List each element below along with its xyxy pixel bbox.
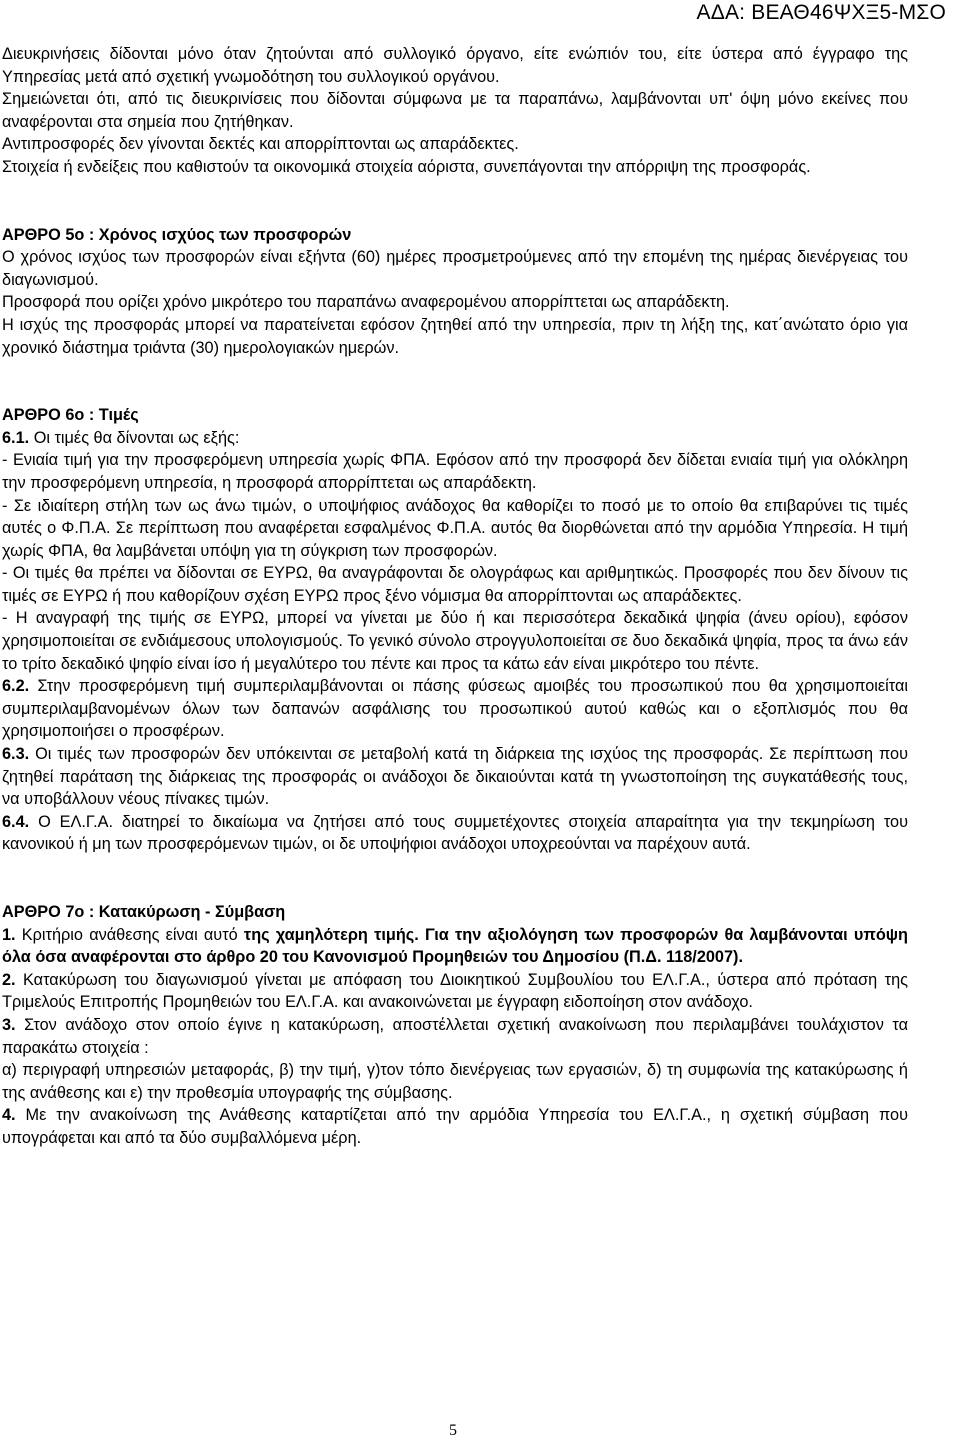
bullet-6-1-d: - Η αναγραφή της τιμής σε ΕΥΡΩ, μπορεί να γίνεται με δύο ή και περισσότερα δεκαδικά ψηφία (άνευ ορίου), εφόσον χρησιμοποιείται σε ενδιάμεσους υπολογισμούς. Το γενικό σύνολο στρογγυλοποιείται σε δυο δεκαδικά ψηφία, προς τα άνω εάν το τρίτο δεκαδικό ψηφίο είναι ίσο ή μεγαλύτερο του πέντε και προς τα κάτω εάν είναι μικρότερο του πέντε. xyxy=(2,609,908,673)
intro-paragraph-1: Διευκρινήσεις δίδονται μόνο όταν ζητούνται από συλλογικό όργανο, είτε ενώπιόν του, είτε ύστερα από έγγραφο της Υπηρεσίας μετά από σχετική γνωμοδότηση του συλλογικού οργάνου. xyxy=(2,45,908,86)
section-number: 6.4. xyxy=(2,812,30,831)
section-text: Με την ανακοίνωση της Ανάθεσης καταρτίζεται από την αρμόδια Υπηρεσία του ΕΛ.Γ.Α., η σχετική σύμβαση που υπογράφεται και από τα δύο συμβαλλόμενα μέρη. xyxy=(2,1106,908,1147)
bullet-6-1-b: - Σε ιδιαίτερη στήλη των ως άνω τιμών, ο υποψήφιος ανάδοχος θα καθορίζει το ποσό με το οποίο θα επιβαρύνει τις τιμές αυτές ο Φ.Π.Α. Σε περίπτωση που αναφέρεται εσφαλμένος Φ.Π.Α. αυτός θα διορθώνεται από την αρμόδια Υπηρεσία. Η τιμή χωρίς ΦΠΑ, θα λαμβάνεται υπόψη για τη σύγκριση των προσφορών. xyxy=(2,496,908,560)
section-number: 6.3. xyxy=(2,745,30,764)
section-text: Οι τιμές των προσφορών δεν υπόκεινται σε μεταβολή κατά τη διάρκεια της ισχύος της προσφοράς. Σε περίπτωση που ζητηθεί παράταση της διάρκειας της προσφοράς οι ανάδοχοι δε δικαιούνται κατά τη γνωστοποίηση της συγκατάθεσής τους, να υποβάλλουν νέους πίνακες τιμών. xyxy=(2,745,908,809)
spacer xyxy=(2,359,908,404)
section-6-4 xyxy=(2,811,908,856)
intro-paragraph-4: Στοιχεία ή ενδείξεις που καθιστούν τα οικονομικά στοιχεία αόριστα, συνεπάγονται την απόρριψη της προσφοράς. xyxy=(2,157,811,176)
page-number: 5 xyxy=(449,1422,457,1439)
section-text: Στην προσφερόμενη τιμή συμπεριλαμβάνονται οι πάσης φύσεως αμοιβές του προσωπικού που θα χρησιμοποιείται συμπεριλαμβανομένων όλων των δαπανών ασφάλισης του προσωπικού αυτού καθώς και ο εξοπλισμός που θα χρησιμοποιήσει ο προσφέρων. xyxy=(2,677,908,741)
intro-paragraph-2: Σημειώνεται ότι, από τις διευκρινίσεις που δίδονται σύμφωνα με τα παραπάνω, λαμβάνονται υπ' όψη μόνο εκείνες που αναφέρονται στα σημεία που ζητήθηκαν. xyxy=(2,90,908,131)
section-text: Οι τιμές θα δίνονται ως εξής: xyxy=(29,428,240,447)
section-text: Κατακύρωση του διαγωνισμού γίνεται με απόφαση του Διοικητικού Συμβουλίου του ΕΛ.Γ.Α., ύστερα από πρόταση της Τριμελούς Επιτροπής Προμηθειών του ΕΛ.Γ.Α. και ανακοινώνεται με έγγραφη ειδοποίηση στον ανάδοχο. xyxy=(2,970,908,1012)
article-7-heading: ΑΡΘΡΟ 7ο : Κατακύρωση - Σύμβαση xyxy=(2,903,286,921)
bullet-6-1-a: - Ενιαία τιμή για την προσφερόμενη υπηρεσία χωρίς ΦΠΑ. Εφόσον από την προσφορά δεν δίδεται ενιαία τιμή για ολόκληρη την προσφερόμενη υπηρεσία, η προσφορά απορρίπτεται ως απαράδεκτη. xyxy=(2,451,908,492)
section-6-1 xyxy=(2,427,908,450)
section-6-3 xyxy=(2,743,908,811)
article-5-paragraph-1: Ο χρόνος ισχύος των προσφορών είναι εξήντα (60) ημέρες προσμετρούμενες από την επομένη της ημέρας διενέργειας του διαγωνισμού. xyxy=(2,248,908,289)
intro-paragraph-3: Αντιπροσφορές δεν γίνονται δεκτές και απορρίπτονται ως απαράδεκτες. xyxy=(2,135,519,154)
section-number: 6.2. xyxy=(2,677,30,696)
section-number: 6.1. xyxy=(2,428,30,447)
ada-code: ΑΔΑ: ΒΕΑΘ46ΨΧΞ5-ΜΣΟ xyxy=(696,1,946,24)
article-5-paragraph-2: Προσφορά που ορίζει χρόνο μικρότερο του παραπάνω αναφερομένου απορρίπτεται ως απαράδεκτη. xyxy=(2,293,730,312)
section-number: 3. xyxy=(2,1015,16,1034)
section-7-1 xyxy=(2,924,908,969)
article-6-heading: ΑΡΘΡΟ 6ο : Τιμές xyxy=(2,406,139,425)
section-number: 1. xyxy=(2,925,16,944)
section-number: 4. xyxy=(2,1106,16,1125)
section-6-2 xyxy=(2,675,908,743)
section-bold-text: της χαμηλότερη τιμής. Για την αξιολόγηση των προσφορών θα λαμβάνονται υπόψη όλα όσα αναφέρονται στο άρθρο 20 του Κανονισμού Προμηθειών του Δημοσίου (Π.Δ. 118/2007). xyxy=(2,925,908,967)
spacer xyxy=(2,856,908,901)
article-5-paragraph-3: Η ισχύς της προσφοράς μπορεί να παρατείνεται εφόσον ζητηθεί από την υπηρεσία, πριν τη λήξη της, κατ΄ανώτατο όριο για χρονικό διάστημα τριάντα (30) ημερολογιακών ημερών. xyxy=(2,315,908,357)
section-7-3-list: α) περιγραφή υπηρεσιών μεταφοράς, β) την τιμή, γ)τον τόπο διενέργειας των εργασιών, δ) τη συμφωνία της κατακύρωσης ή της ανάθεσης και ε) την προθεσμία υπογραφής της σύμβασης. xyxy=(2,1061,908,1102)
section-7-3 xyxy=(2,1014,908,1059)
article-5-heading: ΑΡΘΡΟ 5ο : Χρόνος ισχύος των προσφορών xyxy=(2,225,352,244)
document-body xyxy=(2,43,908,1150)
section-7-2 xyxy=(2,969,908,1014)
section-text: Ο ΕΛ.Γ.Α. διατηρεί το δικαίωμα να ζητήσει από τους συμμετέχοντες στοιχεία απαραίτητα για την τεκμηρίωση του κανονικού ή μη των προσφερόμενων τιμών, οι δε υποψήφιοι ανάδοχοι υποχρεούνται να παρέχουν αυτά. xyxy=(2,812,908,854)
section-text: Στον ανάδοχο στον οποίο έγινε η κατακύρωση, αποστέλλεται σχετική ανακοίνωση που περιλαμβάνει τουλάχιστον τα παρακάτω στοιχεία : xyxy=(2,1015,908,1057)
spacer xyxy=(2,179,908,224)
section-number: 2. xyxy=(2,970,16,989)
bullet-6-1-c: - Οι τιμές θα πρέπει να δίδονται σε ΕΥΡΩ, θα αναγράφονται δε ολογράφως και αριθμητικώς. Προσφορές που δεν δίνουν τις τιμές σε ΕΥΡΩ ή που καθορίζουν σχέση ΕΥΡΩ προς ξένο νόμισμα θα απορρίπτονται ως απαράδεκτες. xyxy=(2,564,908,605)
section-7-4 xyxy=(2,1104,908,1149)
section-text: Κριτήριο ανάθεσης είναι αυτό xyxy=(15,925,244,944)
